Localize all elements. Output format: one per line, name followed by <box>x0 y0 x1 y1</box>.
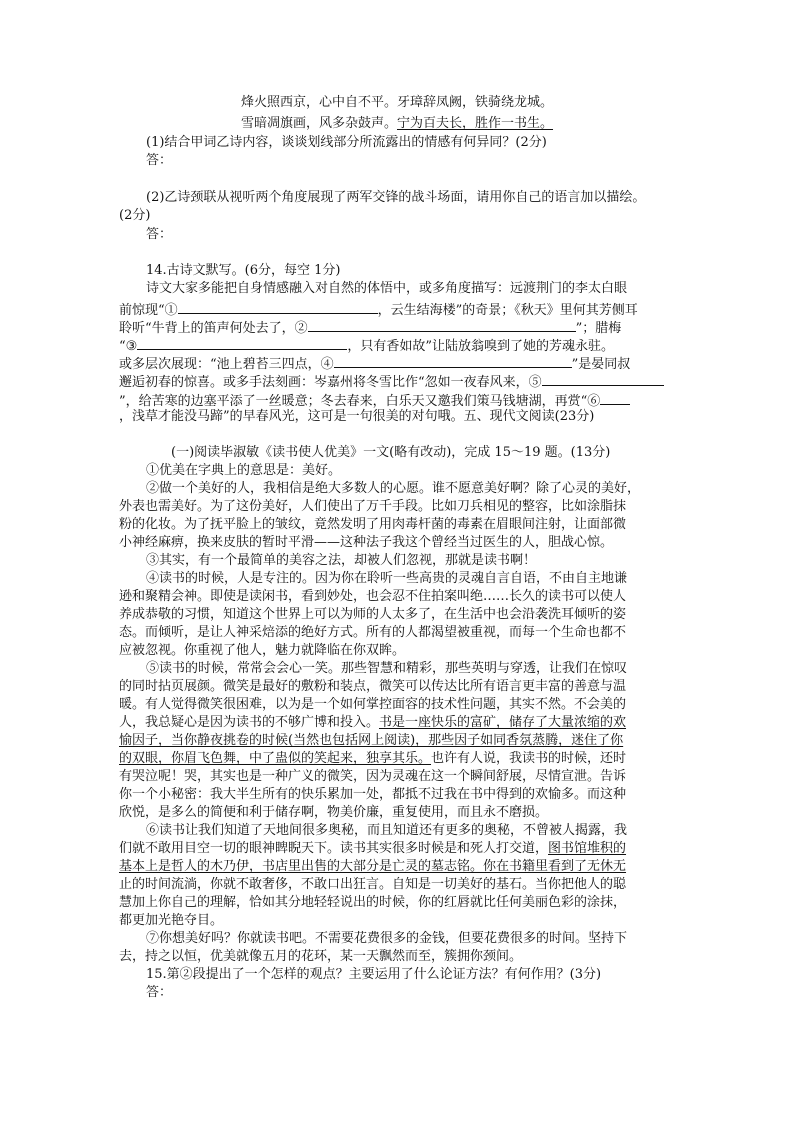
q14-text: 前惊现“① <box>119 303 178 318</box>
q14-line-6 <box>119 371 664 392</box>
paragraph-4-line: 养成恭敬的习惯，知道这个世界上可以为师的人太多了，在生活中也会沿袭洗耳倾听的姿 <box>119 607 627 622</box>
paragraph-2-line: 外表也需美好。为了这份美好，人们使出了万千手段。比如刀兵相见的整容，比如涂脂抹 <box>119 499 627 514</box>
blank-2[interactable] <box>308 317 576 332</box>
paragraph-5-line: 欣悦，是多么的简便和利于储存啊，物美价廉，重复使用，而且永不磨损。 <box>119 805 549 820</box>
paragraph-4-line: 逊和聚精会神。即使是读闲书，看到妙处，也会忍不住拍案叫绝……长久的读书可以使人 <box>119 589 627 604</box>
q14-text: 邂逅初春的惊喜。或多手法刻画：岑嘉州将冬雪比作“忽如一夜春风来，⑤ <box>119 375 542 390</box>
paragraph-2-line: 小神经麻痹，换来皮肤的暂时平滑——这种法子我这个曾经当过医生的人，胆战心惊。 <box>119 535 614 550</box>
paragraph-3: ③其实，有一个最简单的美容之法，却被人们忽视，那就是读书啊！ <box>146 553 537 568</box>
poem-line-2-plain: 雪暗凋旗画，风多杂鼓声。 <box>240 116 397 131</box>
q14-text: ”；腊梅 <box>575 321 622 336</box>
underlined-sentence: 书是一座快乐的富矿，储存了大量浓缩的欢 <box>379 715 627 730</box>
q14-line-8: ，浅草才能没马蹄”的早春风光，这可是一句很美的对句哦。五、现代文阅读(23分) <box>119 409 595 424</box>
question-1: (1)结合甲词乙诗内容，谈谈划线部分所流露出的情感有何异同？(2分) <box>146 135 547 150</box>
poem-line-1: 烽火照西京，心中自不平。牙璋辞凤阙，铁骑绕龙城。 <box>240 95 553 110</box>
paragraph-5-line: 你一个小秘密：我大半生所有的快乐累加一处，都抵不过我在书中得到的欢愉多。而这种 <box>119 787 627 802</box>
paragraph-5-line: ⑤读书的时候，常常会会心一笑。那些智慧和精彩，那些英明与穿透，让我们在惊叹 <box>146 661 628 676</box>
paragraph-6-line <box>119 858 626 876</box>
paragraph-4-line: 应被忽视。你重视了他人，魅力就降临在你双眸。 <box>119 643 406 658</box>
paragraph-5-line <box>119 714 626 732</box>
q14-text: 聆听“牛背上的笛声何处去了，② <box>119 321 308 336</box>
underlined-sentence: 图书馆堆积的 <box>548 841 627 856</box>
paragraph-2-line: 粉的化妆。为了抚平脸上的皱纹，竟然发明了用肉毒杆菌的毒素在眉眼间注射，让面部微 <box>119 517 627 532</box>
paragraph-1: ①优美在字典上的意思是：美好。 <box>146 463 342 478</box>
p5-text: 也许有人说，我读书的时候，还时 <box>431 751 627 766</box>
paragraph-5-line <box>119 750 626 768</box>
q14-text: 或多层次展现：“池上碧苔三四点，④ <box>119 357 334 372</box>
q14-text: “③ <box>119 339 138 354</box>
underlined-sentence: 你在书籍里看到了无休无 <box>483 859 627 874</box>
question-2-score: (2分) <box>119 208 151 223</box>
question-1-answer: 答： <box>146 153 173 168</box>
blank-6[interactable] <box>600 390 630 405</box>
paragraph-6-line: 都更加光艳夺目。 <box>119 913 224 928</box>
question-15-answer: 答： <box>146 985 173 1000</box>
q14-line-1: 诗文大家多能把自身情感融入对自然的体悟中，或多角度描写：远渡荆门的李太白眼 <box>146 281 628 296</box>
q14-text: ”是晏同叔 <box>571 357 631 372</box>
poem-line-2 <box>0 115 794 133</box>
paragraph-6-line <box>119 840 626 858</box>
reading-intro: (一)阅读毕淑敏《读书使人优美》一文(略有改动)，完成 15～19 题。(13分) <box>171 445 611 460</box>
blank-4[interactable] <box>334 353 572 368</box>
paragraph-6-line: ⑥读书让我们知道了天地间很多奥秘，而且知道还有更多的奥秘，不曾被人揭露，我 <box>146 823 628 838</box>
question-15: 15.第②段提出了一个怎样的观点？主要运用了什么论证方法？有何作用？(3分) <box>146 967 602 982</box>
underlined-sentence: 愉因子，当你静夜挑卷的时候(当然也包括网上阅读)，那些因子如同香氛蒸腾，迷住了你 <box>119 733 624 748</box>
q14-text: ”，给苦寒的边塞平添了一丝暖意；冬去春来，白乐天又邀我们策马钱塘湖，再赏“⑥ <box>119 394 601 409</box>
question-2-answer: 答： <box>146 227 173 242</box>
poem-underlined-part: 宁为百夫长，胜作一书生。 <box>397 116 554 131</box>
paragraph-7-line: ⑦你想美好吗？你就读书吧。不需要花费很多的金钱，但要花费很多的时间。坚持下 <box>146 931 628 946</box>
blank-3[interactable] <box>137 335 347 350</box>
question-2: (2)乙诗颈联从视听两个角度展现了两军交锋的战斗场面，请用你自己的语言加以描绘。 <box>146 190 646 205</box>
paragraph-6-line: 止的时间流淌，你就不敢奢侈，不敢口出狂言。自知是一切美好的基石。当你把他人的聪 <box>119 877 627 892</box>
blank-5[interactable] <box>542 371 664 386</box>
q14-text: ，云生结海楼”的奇景；《秋天》里何其芳侧耳 <box>377 303 638 318</box>
blank-1[interactable] <box>178 299 378 314</box>
paragraph-7-line: 去，持之以恒，优美就像五月的花环，某一天飘然而至，簇拥你颈间。 <box>119 949 523 964</box>
paragraph-5-line: 暖。有人觉得微笑很困难，以为是一个如何掌控面容的技术性问题，其实不然。不会美的 <box>119 697 627 712</box>
paragraph-4-line: 态。而倾听，是让人神采焙添的绝好方式。所有的人都渴望被重视，而每一个生命也都不 <box>119 625 627 640</box>
p5-text: 人，我总疑心是因为读书的不够广博和投入。 <box>119 715 380 730</box>
paragraph-5-line: 的同时拈页展颜。微笑是最好的敷粉和装点，微笑可以传达比所有语言更丰富的善意与温 <box>119 679 627 694</box>
paragraph-5-line: 有哭泣呢！哭，其实也是一种广义的微笑，因为灵魂在这一个瞬间舒展，尽情宣泄。告诉 <box>119 769 627 784</box>
q14-text: ，只有香如故”让陆放翁嗅到了她的芳魂永驻。 <box>347 339 614 354</box>
paragraph-4-line: ④读书的时候，人是专注的。因为你在聆听一些高贵的灵魂自言自语，不由自主地谦 <box>146 571 628 586</box>
question-14-title: 14.古诗文默写。(6分，每空 1分) <box>146 263 341 278</box>
paragraph-6-line: 慧加上你自己的理解，恰如其分地轻轻说出的时候，你的红唇就比任何美丽色彩的涂抹， <box>119 895 627 910</box>
underlined-sentence: 基本上是哲人的木乃伊，书店里出售的大部分是亡灵的墓志铭。 <box>119 859 484 874</box>
underlined-sentence: 的双眼，你眉飞色舞，中了蛊似的笑起来，独享其乐。 <box>119 751 432 766</box>
p6-text: 们就不敢用目空一切的眼神睥睨天下。读书其实很多时候是和死人打交道， <box>119 841 549 856</box>
paragraph-2-line: ②做一个美好的人，我相信是绝大多数人的心愿。谁不愿意美好啊？除了心灵的美好， <box>146 481 641 496</box>
